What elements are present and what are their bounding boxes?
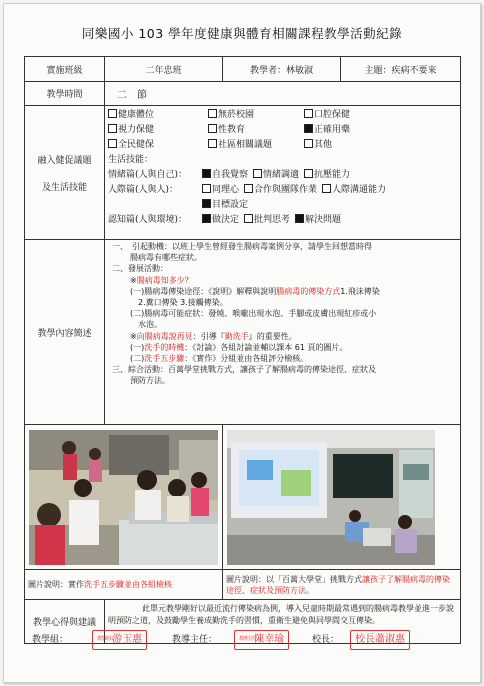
content-line bbox=[108, 342, 457, 353]
skill-option[interactable] bbox=[202, 168, 248, 183]
skill-option-label: 目標設定 bbox=[212, 200, 249, 210]
skill-option-label: 情緒調適 bbox=[263, 170, 300, 180]
issue-option-label: 全民健保 bbox=[118, 140, 155, 150]
issue-option[interactable] bbox=[208, 108, 304, 123]
issue-option-label: 健康體位 bbox=[118, 110, 155, 120]
skill-option[interactable] bbox=[202, 198, 248, 213]
signature-row bbox=[30, 630, 460, 654]
content-text: 一、 引起動機：以班上學生曾經發生腸病毒案例分享，請學生回想當時得 bbox=[112, 242, 372, 251]
director-label: 教導主任： bbox=[172, 635, 218, 645]
content-text: 』的重要性。 bbox=[248, 331, 297, 341]
skill-option-label: 人際溝通能力 bbox=[332, 185, 387, 195]
checkbox-icon[interactable] bbox=[244, 214, 253, 223]
class-label: 實施班級 bbox=[25, 57, 105, 82]
skill-row-label: 認知篇(人與環境)： bbox=[108, 215, 188, 225]
content-line bbox=[108, 241, 457, 252]
record-table bbox=[24, 56, 461, 644]
content-line bbox=[108, 263, 457, 274]
content-text: (二) bbox=[130, 354, 145, 364]
skill-option[interactable] bbox=[295, 213, 341, 228]
photo-left-caption bbox=[25, 570, 223, 600]
content-label: 教學內容簡述 bbox=[25, 240, 105, 425]
topic-label: 主題：疾病不要來 bbox=[341, 57, 461, 82]
checkbox-icon[interactable] bbox=[304, 169, 313, 178]
issue-option-label: 其他 bbox=[314, 140, 333, 150]
page-title: 同樂國小 103 學年度健康與體育相關課程教學活動紀錄 bbox=[81, 26, 403, 41]
content-text: 腸病毒的傳染方式 bbox=[276, 286, 341, 296]
skill-option-label: 做決定 bbox=[212, 215, 240, 225]
photo-handwashing bbox=[29, 430, 218, 565]
skill-option[interactable] bbox=[253, 168, 299, 183]
content-text: (一) bbox=[130, 342, 145, 352]
content-line bbox=[108, 252, 457, 263]
issue-option[interactable] bbox=[108, 138, 208, 153]
time-value: 二 節 bbox=[105, 82, 461, 106]
content-text: 2.糞口傳染 3.接觸傳染。 bbox=[138, 298, 228, 308]
director-stamp-title: 教導主任 bbox=[239, 636, 256, 642]
photo-right-caption bbox=[223, 570, 461, 600]
issue-row bbox=[108, 108, 457, 123]
checkbox-icon[interactable] bbox=[202, 199, 211, 208]
content-text: 腸病毒知多少 bbox=[136, 275, 185, 285]
content-line bbox=[108, 286, 457, 297]
caption-text: 。 bbox=[306, 585, 314, 595]
content-text: (二)腸病毒可能症狀：發燒、喉嚨出現水泡、手腳或皮膚出現紅疹或小 bbox=[130, 309, 377, 319]
skill-option-label: 合作與團隊作業 bbox=[254, 185, 318, 195]
content-text: 洗手的時機 bbox=[144, 342, 185, 352]
caption-text: 洗手五步驟並由各組檢核 bbox=[84, 580, 172, 589]
skill-row-label: 人際篇(人與人)： bbox=[108, 185, 179, 195]
skills-title: 生活技能： bbox=[108, 155, 154, 165]
issues-label bbox=[25, 106, 105, 240]
content-text: 向腸病毒說再見 bbox=[136, 331, 193, 341]
content-line bbox=[108, 331, 457, 342]
skill-option-label: 解決問題 bbox=[305, 215, 342, 225]
checkbox-icon[interactable] bbox=[244, 184, 253, 193]
checkbox-icon[interactable] bbox=[202, 169, 211, 178]
skill-row bbox=[108, 213, 457, 228]
content-line bbox=[108, 275, 457, 286]
checkbox-icon[interactable] bbox=[208, 109, 217, 118]
skill-option[interactable] bbox=[202, 183, 239, 198]
content-line bbox=[108, 319, 457, 330]
director-stamp bbox=[234, 630, 289, 650]
reflection-text: 此單元教學剛好以最近流行傳染病為例，導入兒童時期最常遇到的腸病毒教學並進一步說明預防之道，及鼓勵學生養成勤洗手的習慣，重衛生避免與同學間交互傳染。 bbox=[105, 600, 461, 644]
content-line bbox=[108, 353, 457, 364]
group-stamp-title: 教學組長 bbox=[97, 636, 114, 642]
principal-label: 校長： bbox=[312, 635, 340, 645]
checkbox-icon[interactable] bbox=[253, 169, 262, 178]
issue-option-label: 社區相關議題 bbox=[218, 140, 273, 150]
issue-option[interactable] bbox=[208, 123, 304, 138]
content-text: (一)腸病毒傳染途徑：《說明》解釋與說明 bbox=[130, 286, 277, 296]
issue-option[interactable] bbox=[304, 108, 400, 123]
checkbox-icon[interactable] bbox=[202, 214, 211, 223]
content-text: 預防方法。 bbox=[130, 376, 170, 386]
checkbox-icon[interactable] bbox=[304, 124, 313, 133]
content-text: 二、發展活動： bbox=[112, 264, 168, 274]
content-text: ：《實作》分組並由各組評分檢核。 bbox=[184, 354, 309, 364]
content-cell bbox=[105, 240, 461, 425]
content-text: 勤洗手 bbox=[224, 331, 249, 341]
skill-option[interactable] bbox=[322, 183, 386, 198]
issues-label-line2: 及生活技能 bbox=[41, 182, 87, 193]
photo-left-cell bbox=[25, 425, 223, 570]
issue-option[interactable] bbox=[208, 138, 304, 153]
issue-row bbox=[108, 138, 457, 153]
checkbox-icon[interactable] bbox=[304, 139, 313, 148]
content-line bbox=[108, 308, 457, 319]
skill-option-label: 同理心 bbox=[212, 185, 240, 195]
caption-text: 圖片說明：實作 bbox=[28, 580, 84, 589]
content-text: 水泡。 bbox=[138, 320, 162, 330]
content-text: 腸病毒有哪些症狀。 bbox=[130, 253, 202, 263]
caption-text: 讓孩子了解腸病毒的傳染途徑、症狀及預防方法 bbox=[226, 574, 450, 595]
issues-label-line1: 融入健促議題 bbox=[37, 155, 92, 166]
caption-text: 圖片說明：以「百萬大學堂」挑戰方式 bbox=[226, 574, 362, 584]
content-text: ：引導『 bbox=[192, 331, 225, 341]
checkbox-icon[interactable] bbox=[108, 139, 117, 148]
photo-classroom bbox=[227, 430, 456, 565]
issue-option[interactable] bbox=[108, 123, 208, 138]
issue-option-label: 性教育 bbox=[218, 125, 246, 135]
checkbox-icon[interactable] bbox=[304, 109, 313, 118]
teacher-label: 教學者：林敏淑 bbox=[223, 57, 341, 82]
content-line bbox=[108, 364, 457, 375]
content-line bbox=[108, 297, 457, 308]
classroom-photo bbox=[227, 430, 435, 565]
issue-option[interactable] bbox=[108, 108, 208, 123]
skill-option-label: 自我覺察 bbox=[212, 170, 249, 180]
content-text: ：《討論》各組討論並輔以課本 61 頁的圖片。 bbox=[184, 342, 348, 352]
skill-option[interactable] bbox=[244, 183, 317, 198]
content-text: ※ bbox=[130, 275, 137, 285]
checkbox-icon[interactable] bbox=[108, 109, 117, 118]
content-text: 洗手五步驟 bbox=[144, 354, 185, 364]
director-stamp-name: 陳幸瑜 bbox=[254, 634, 285, 645]
checkbox-icon[interactable] bbox=[202, 184, 211, 193]
group-stamp-name: 游玉惠 bbox=[112, 634, 143, 645]
skill-row bbox=[108, 198, 457, 213]
group-stamp bbox=[92, 630, 147, 650]
content-text: 三、綜合活動：百萬學堂挑戰方式，讓孩子了解腸病毒的傳染途徑、症狀及 bbox=[112, 365, 376, 375]
photo-right-cell bbox=[223, 425, 461, 570]
issues-cell bbox=[105, 106, 461, 240]
issue-row bbox=[108, 123, 457, 138]
skill-option[interactable] bbox=[244, 213, 290, 228]
issue-option-label: 視力保健 bbox=[118, 125, 155, 135]
content-text: ？ bbox=[184, 275, 193, 285]
checkbox-icon[interactable] bbox=[208, 139, 217, 148]
principal-stamp: 校長蕭淑惠 bbox=[350, 630, 410, 650]
issue-option[interactable] bbox=[304, 138, 400, 153]
issue-option[interactable] bbox=[304, 123, 400, 138]
class-value: 二年忠班 bbox=[105, 57, 223, 82]
skill-option-label: 抗壓能力 bbox=[314, 170, 351, 180]
checkbox-icon[interactable] bbox=[208, 124, 217, 133]
skill-row bbox=[108, 183, 457, 198]
reflection-label: 教學心得與建議 bbox=[25, 600, 105, 644]
time-label: 教學時間 bbox=[25, 82, 105, 106]
issue-option-label: 口腔保健 bbox=[314, 110, 351, 120]
checkbox-icon[interactable] bbox=[322, 184, 331, 193]
content-line bbox=[108, 375, 457, 386]
skill-row-label: 情緒篇(人與自己)： bbox=[108, 170, 188, 180]
issue-option-label: 無菸校園 bbox=[218, 110, 255, 120]
content-text: 1.飛沫傳染 bbox=[340, 286, 380, 296]
checkbox-icon[interactable] bbox=[295, 214, 304, 223]
skill-option-label: 批判思考 bbox=[254, 215, 291, 225]
content-text: ※ bbox=[130, 331, 137, 341]
handwashing-photo bbox=[29, 430, 218, 565]
skill-row bbox=[108, 168, 457, 183]
skill-option[interactable] bbox=[202, 213, 239, 228]
group-label: 教學組： bbox=[32, 635, 69, 645]
issue-option-label: 正確用藥 bbox=[314, 125, 351, 135]
checkbox-icon[interactable] bbox=[108, 124, 117, 133]
skill-option[interactable] bbox=[304, 168, 350, 183]
